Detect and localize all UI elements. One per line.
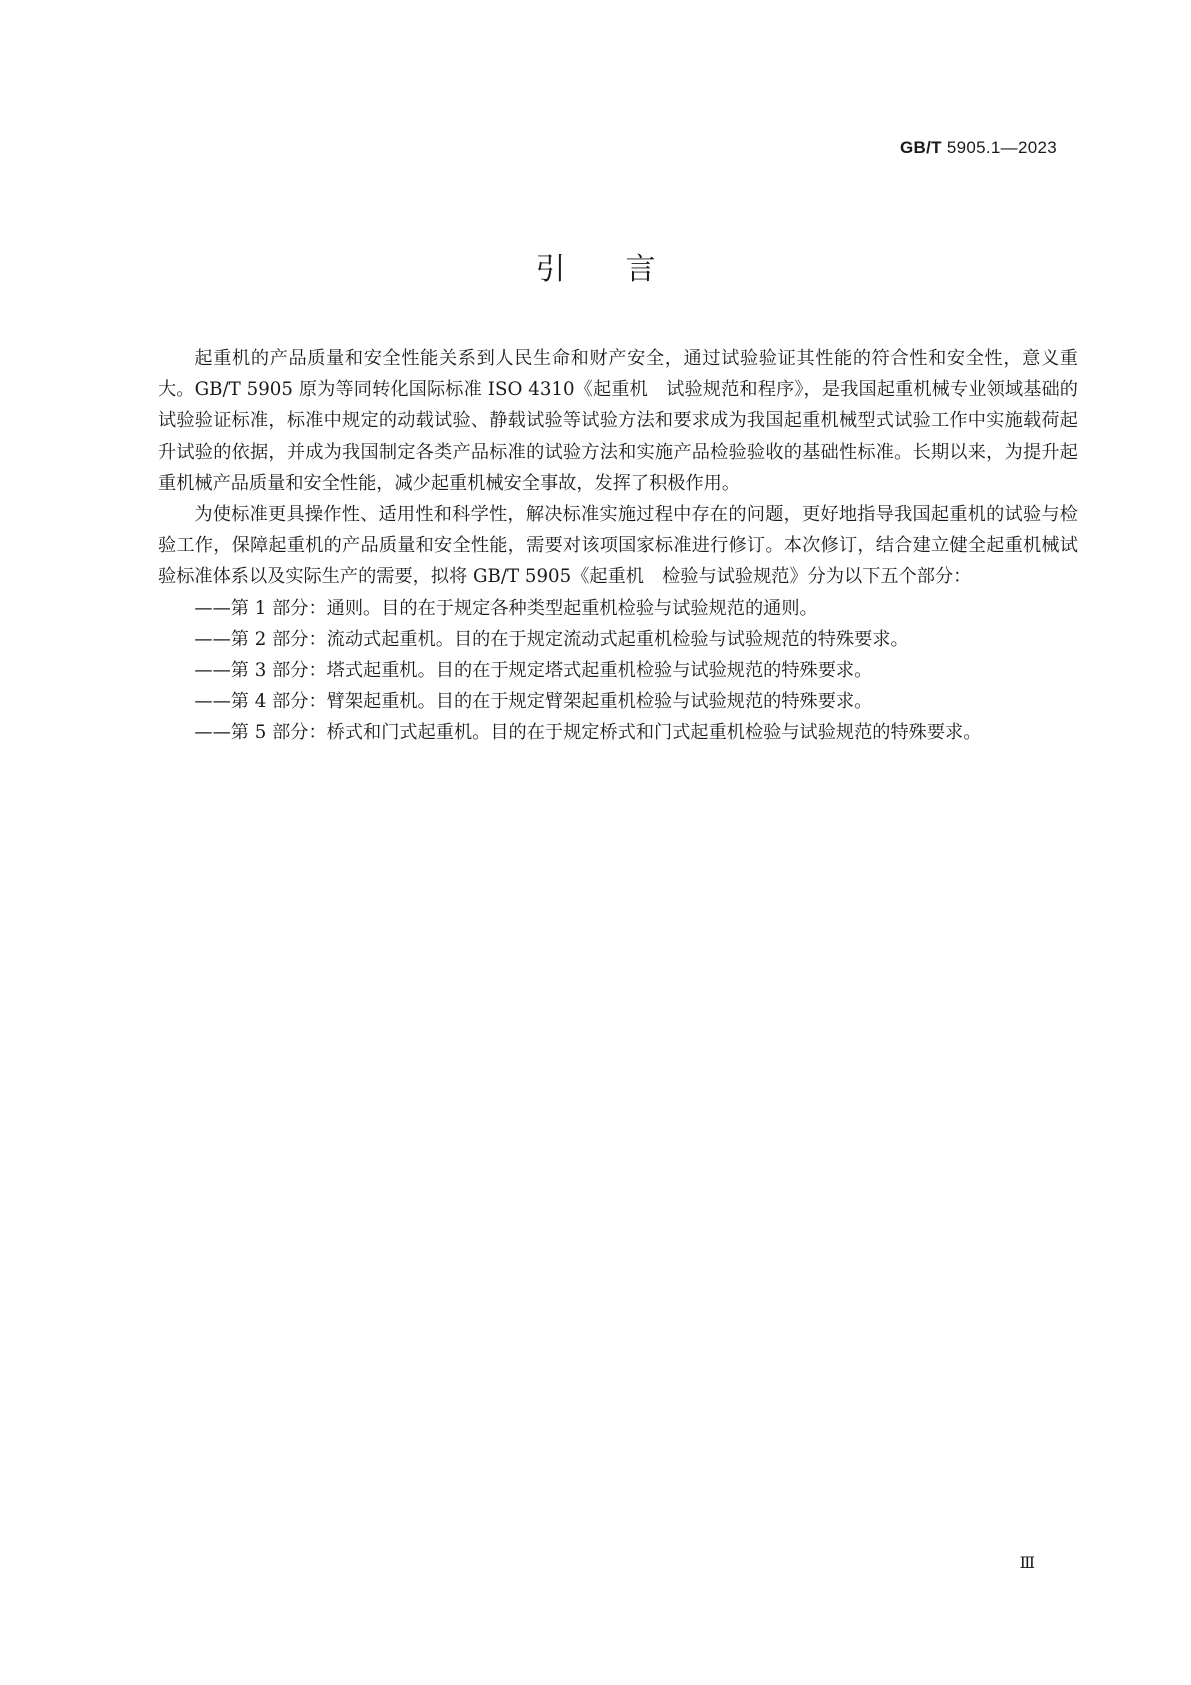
parts-list [158,593,1078,749]
list-item: ——第 2 部分：流动式起重机。目的在于规定流动式起重机检验与试验规范的特殊要求。 [194,628,909,650]
page-number: Ⅲ [1019,1553,1035,1572]
page-title: 引言 [535,252,716,287]
standard-number: 5905.1—2023 [946,138,1057,157]
paragraph: 为使标准更具操作性、适用性和科学性，解决标准实施过程中存在的问题，更好地指导我国起重机的试验与检验工作，保障起重机的产品质量和安全性能，需要对该项国家标准进行修订。本次修订，结合建立健全起重机械试验标准体系以及实际生产的需要，拟将 GB/T 5905《起重机 检验与试验规范》分为以下五个部分： [158,504,1078,588]
list-item: ——第 4 部分：臂架起重机。目的在于规定臂架起重机检验与试验规范的特殊要求。 [194,691,873,713]
standard-code [900,138,1057,158]
document-body [158,343,1078,749]
paragraph: 起重机的产品质量和安全性能关系到人民生命和财产安全，通过试验验证其性能的符合性和安全性，意义重大。GB/T 5905 原为等同转化国际标准 ISO 4310《起重机 试验规范和程序》，是我国起重机械专业领域基础的试验验证标准，标准中规定的动载试验、静载试验等试验方法和要求成为我国起重机械型式试验工作中实施载荷起升试验的依据，并成为我国制定各类产品标准的试验方法和实施产品检验验收的基础性标准。长期以来，为提升起重机械产品质量和安全性能，减少起重机械安全事故，发挥了积极作用。 [158,348,1078,494]
list-item: ——第 1 部分：通则。目的在于规定各种类型起重机检验与试验规范的通则。 [194,597,818,619]
standard-prefix: GB/T [900,138,942,157]
list-item: ——第 3 部分：塔式起重机。目的在于规定塔式起重机检验与试验规范的特殊要求。 [194,660,873,682]
list-item: ——第 5 部分：桥式和门式起重机。目的在于规定桥式和门式起重机检验与试验规范的特殊要求。 [194,722,982,744]
